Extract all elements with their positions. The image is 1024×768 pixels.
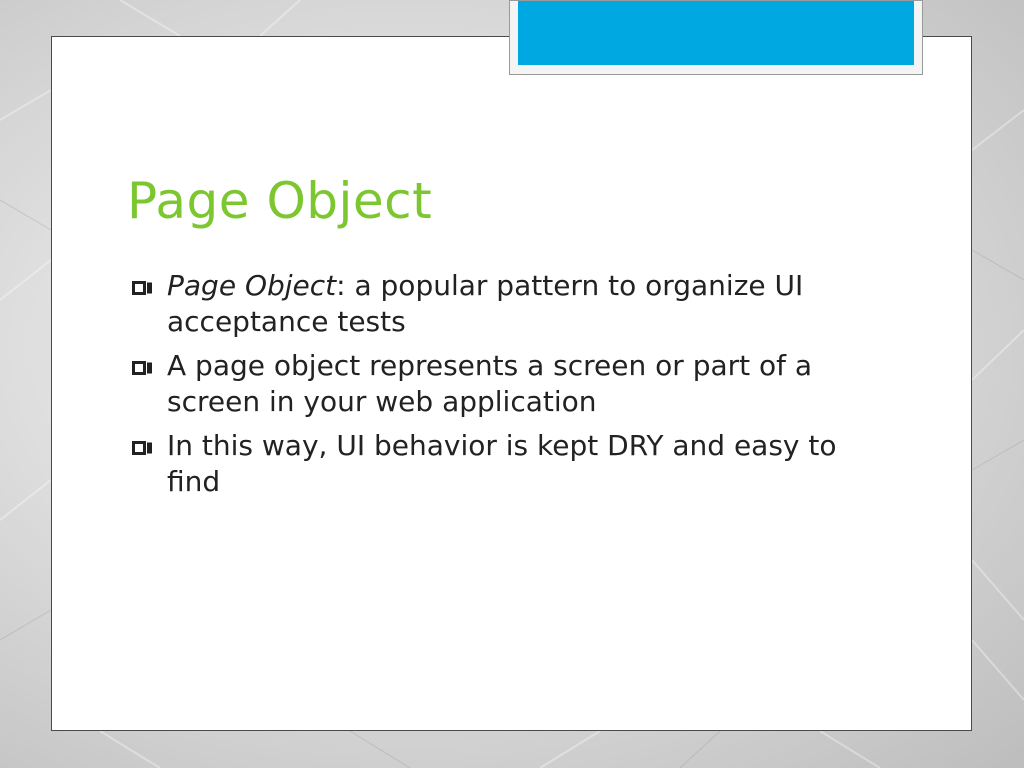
bullet-text: A page object represents a screen or part of a screen in your web application: [167, 349, 813, 418]
bullet-list: [132, 268, 892, 508]
hollow-square-bullet-icon: [132, 361, 154, 375]
accent-tab: [509, 0, 923, 75]
slide-title: Page Object: [127, 172, 433, 230]
bullet-term: Page Object: [167, 269, 337, 302]
bullet-item: [132, 428, 892, 500]
bullet-item: [132, 348, 892, 420]
accent-tab-fill: [518, 1, 914, 65]
bullet-text: : a popular pattern to organize UI acceptance tests: [167, 269, 804, 338]
bullet-text: In this way, UI behavior is kept DRY and easy to find: [167, 429, 837, 498]
hollow-square-bullet-icon: [132, 441, 154, 455]
hollow-square-bullet-icon: [132, 281, 154, 295]
bullet-item: [132, 268, 892, 340]
